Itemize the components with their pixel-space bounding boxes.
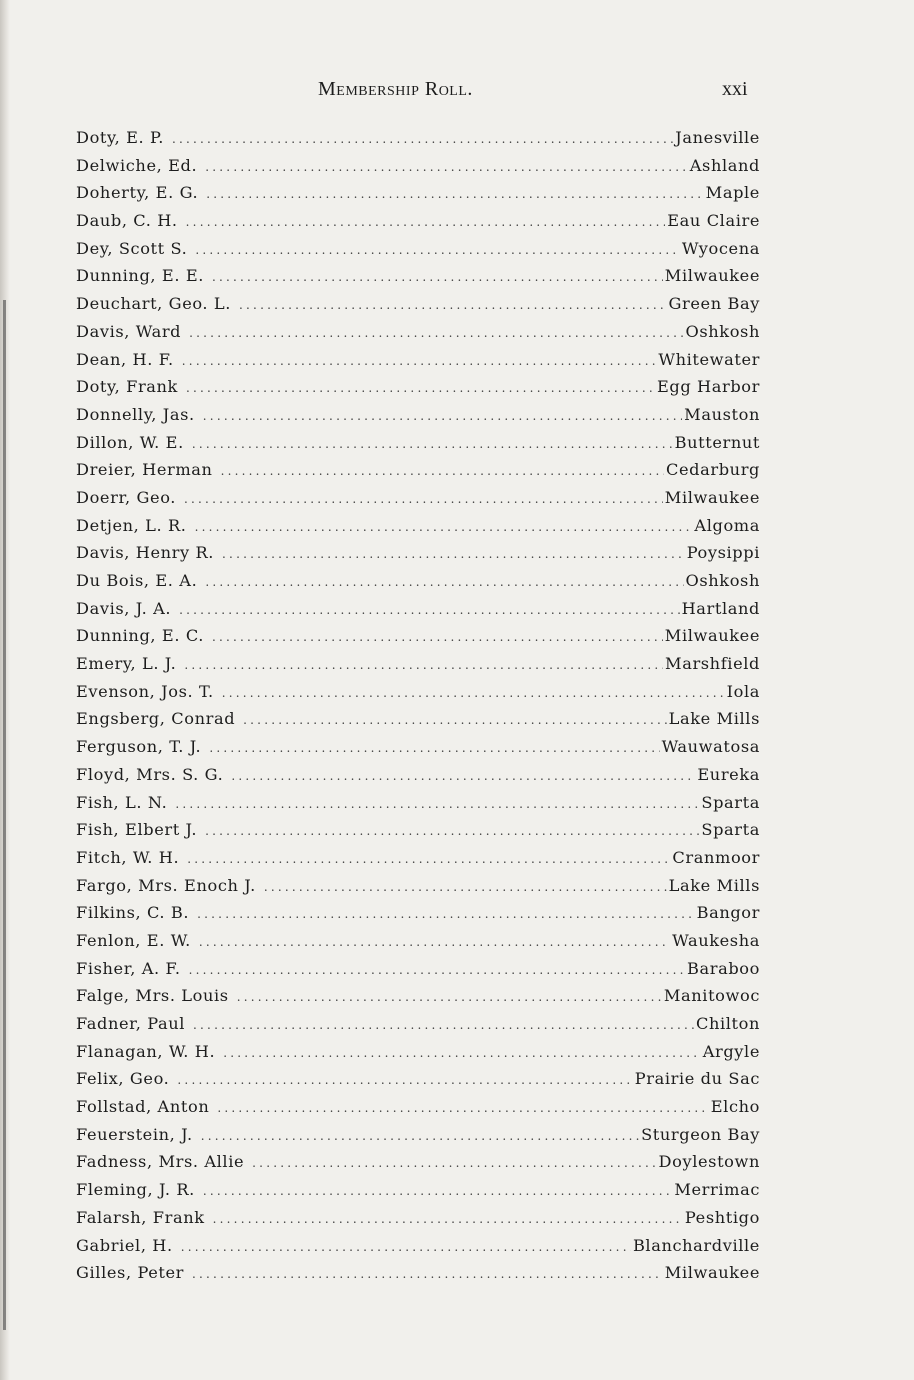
roll-entry bbox=[76, 266, 760, 294]
member-name: Davis, J. A. bbox=[76, 598, 172, 618]
roll-entry bbox=[76, 1180, 760, 1208]
member-name: Dean, H. F. bbox=[76, 349, 174, 369]
member-location: Cranmoor bbox=[672, 847, 760, 867]
roll-entry bbox=[76, 903, 760, 931]
member-name: Davis, Ward bbox=[76, 321, 182, 341]
member-location: Iola bbox=[726, 681, 760, 701]
member-name: Du Bois, E. A. bbox=[76, 571, 198, 590]
member-name: Doerr, Geo. bbox=[76, 487, 177, 507]
member-name: Evenson, Jos. T. bbox=[76, 681, 214, 701]
roll-entry bbox=[76, 211, 760, 239]
roll-entry bbox=[76, 488, 760, 516]
dot-leader bbox=[193, 1018, 694, 1032]
member-name: Deuchart, Geo. L. bbox=[76, 294, 232, 314]
member-location: Milwaukee bbox=[664, 487, 760, 507]
binding-shadow bbox=[3, 300, 6, 1330]
roll-entry bbox=[76, 654, 760, 682]
roll-entry bbox=[76, 156, 760, 184]
member-location: Baraboo bbox=[687, 958, 760, 978]
member-location: Green Bay bbox=[668, 294, 760, 314]
member-name: Delwiche, Ed. bbox=[76, 155, 198, 175]
roll-entry bbox=[76, 1152, 760, 1180]
member-name: Dillon, W. E. bbox=[76, 432, 184, 452]
member-name: Fisher, A. F. bbox=[76, 958, 181, 978]
member-name: Fitch, W. H. bbox=[76, 847, 180, 867]
member-name: Gabriel, H. bbox=[76, 1235, 173, 1255]
member-location: Janesville bbox=[675, 128, 760, 147]
member-location: Egg Harbor bbox=[656, 377, 760, 397]
dot-leader bbox=[203, 409, 682, 423]
member-location: Cedarburg bbox=[665, 460, 760, 480]
member-location: Mauston bbox=[684, 404, 760, 424]
dot-leader bbox=[181, 1240, 631, 1254]
member-location: Butternut bbox=[674, 432, 760, 452]
dot-leader bbox=[264, 880, 667, 894]
dot-leader bbox=[175, 797, 699, 811]
member-name: Felix, Geo. bbox=[76, 1069, 170, 1089]
roll-entry bbox=[76, 1125, 760, 1153]
member-location: Lake Mills bbox=[668, 875, 760, 895]
member-name: Fish, L. N. bbox=[76, 792, 168, 812]
member-location: Whitewater bbox=[658, 349, 760, 369]
member-location: Sturgeon Bay bbox=[641, 1124, 760, 1144]
roll-entry bbox=[76, 350, 760, 378]
member-location: Oshkosh bbox=[685, 571, 760, 590]
roll-entry bbox=[76, 737, 760, 765]
dot-leader bbox=[212, 630, 663, 644]
dot-leader bbox=[186, 381, 655, 395]
roll-entry bbox=[76, 516, 760, 544]
roll-entry bbox=[76, 128, 760, 156]
dot-leader bbox=[209, 741, 659, 755]
roll-entry bbox=[76, 1014, 760, 1042]
member-name: Falge, Mrs. Louis bbox=[76, 986, 229, 1006]
member-name: Daub, C. H. bbox=[76, 211, 178, 231]
dot-leader bbox=[201, 1129, 639, 1143]
roll-entry bbox=[76, 543, 760, 571]
member-location: Oshkosh bbox=[685, 321, 760, 341]
roll-entry bbox=[76, 571, 760, 599]
dot-leader bbox=[184, 658, 663, 672]
page-number: xxi bbox=[722, 78, 748, 100]
member-name: Fargo, Mrs. Enoch J. bbox=[76, 875, 256, 895]
membership-roll-list bbox=[76, 128, 760, 1291]
dot-leader bbox=[223, 1046, 700, 1060]
member-name: Dunning, E. E. bbox=[76, 266, 204, 286]
roll-entry bbox=[76, 931, 760, 959]
roll-entry bbox=[76, 765, 760, 793]
member-name: Fenlon, E. W. bbox=[76, 930, 191, 950]
dot-leader bbox=[205, 575, 683, 589]
roll-entry bbox=[76, 377, 760, 405]
dot-leader bbox=[243, 713, 666, 727]
member-location: Milwaukee bbox=[664, 1263, 760, 1283]
roll-entry bbox=[76, 1042, 760, 1070]
member-location: Argyle bbox=[702, 1041, 760, 1061]
member-name: Dey, Scott S. bbox=[76, 238, 188, 258]
dot-leader bbox=[182, 354, 657, 368]
member-name: Dreier, Herman bbox=[76, 460, 213, 480]
dot-leader bbox=[237, 990, 662, 1004]
roll-entry bbox=[76, 405, 760, 433]
dot-leader bbox=[213, 1212, 683, 1226]
roll-entry bbox=[76, 820, 760, 848]
roll-entry bbox=[76, 1208, 760, 1236]
member-location: Manitowoc bbox=[663, 986, 760, 1006]
member-location: Hartland bbox=[681, 598, 760, 618]
roll-entry bbox=[76, 1236, 760, 1264]
member-name: Detjen, L. R. bbox=[76, 515, 187, 535]
member-name: Fadner, Paul bbox=[76, 1014, 186, 1033]
member-location: Lake Mills bbox=[668, 709, 760, 729]
roll-entry bbox=[76, 986, 760, 1014]
member-name: Engsberg, Conrad bbox=[76, 709, 236, 729]
dot-leader bbox=[172, 132, 673, 146]
member-name: Feuerstein, J. bbox=[76, 1124, 193, 1144]
member-location: Milwaukee bbox=[664, 626, 760, 646]
member-location: Maple bbox=[705, 183, 760, 203]
dot-leader bbox=[206, 187, 703, 201]
dot-leader bbox=[197, 907, 694, 921]
member-location: Eureka bbox=[697, 764, 760, 784]
member-name: Follstad, Anton bbox=[76, 1097, 210, 1117]
member-location: Waukesha bbox=[672, 930, 760, 950]
roll-entry bbox=[76, 322, 760, 350]
dot-leader bbox=[186, 215, 666, 229]
member-location: Elcho bbox=[710, 1097, 760, 1117]
member-name: Falarsh, Frank bbox=[76, 1207, 205, 1227]
dot-leader bbox=[217, 1101, 708, 1115]
member-name: Fleming, J. R. bbox=[76, 1180, 195, 1200]
member-location: Prairie du Sac bbox=[634, 1069, 760, 1089]
dot-leader bbox=[212, 270, 663, 284]
member-name: Donnelly, Jas. bbox=[76, 404, 195, 424]
dot-leader bbox=[221, 464, 664, 478]
member-name: Ferguson, T. J. bbox=[76, 737, 202, 757]
member-location: Chilton bbox=[695, 1014, 760, 1033]
dot-leader bbox=[179, 603, 679, 617]
member-name: Doty, Frank bbox=[76, 377, 178, 397]
member-location: Sparta bbox=[701, 792, 760, 812]
page-title: Membership Roll. bbox=[318, 78, 473, 100]
member-location: Sparta bbox=[701, 820, 760, 840]
dot-leader bbox=[239, 298, 666, 312]
member-location: Marshfield bbox=[665, 654, 760, 674]
roll-entry bbox=[76, 183, 760, 211]
dot-leader bbox=[252, 1156, 656, 1170]
member-location: Blanchardville bbox=[632, 1235, 760, 1255]
roll-entry bbox=[76, 793, 760, 821]
roll-entry bbox=[76, 682, 760, 710]
member-location: Ashland bbox=[689, 155, 760, 175]
member-location: Poysippi bbox=[686, 543, 760, 563]
dot-leader bbox=[177, 1073, 632, 1087]
dot-leader bbox=[189, 326, 683, 340]
member-name: Filkins, C. B. bbox=[76, 903, 190, 923]
roll-entry bbox=[76, 294, 760, 322]
member-name: Fadness, Mrs. Allie bbox=[76, 1152, 245, 1172]
member-location: Bangor bbox=[696, 903, 760, 923]
member-location: Eau Claire bbox=[667, 211, 760, 231]
dot-leader bbox=[192, 1267, 663, 1281]
member-name: Davis, Henry R. bbox=[76, 543, 215, 563]
member-name: Doty, E. P. bbox=[76, 128, 164, 147]
roll-entry bbox=[76, 433, 760, 461]
roll-entry bbox=[76, 959, 760, 987]
dot-leader bbox=[222, 686, 725, 700]
member-location: Wyocena bbox=[681, 238, 760, 258]
member-name: Emery, L. J. bbox=[76, 654, 177, 674]
member-name: Flanagan, W. H. bbox=[76, 1041, 216, 1061]
running-header bbox=[0, 78, 914, 102]
dot-leader bbox=[231, 769, 695, 783]
roll-entry bbox=[76, 848, 760, 876]
roll-entry bbox=[76, 239, 760, 267]
roll-entry bbox=[76, 876, 760, 904]
roll-entry bbox=[76, 460, 760, 488]
member-name: Gilles, Peter bbox=[76, 1263, 185, 1283]
dot-leader bbox=[203, 1184, 672, 1198]
dot-leader bbox=[184, 492, 663, 506]
member-location: Milwaukee bbox=[664, 266, 760, 286]
member-location: Merrimac bbox=[674, 1180, 760, 1200]
dot-leader bbox=[205, 824, 699, 838]
roll-entry bbox=[76, 626, 760, 654]
member-location: Peshtigo bbox=[684, 1207, 760, 1227]
dot-leader bbox=[205, 160, 687, 174]
roll-entry bbox=[76, 1263, 760, 1291]
dot-leader bbox=[222, 547, 685, 561]
member-name: Fish, Elbert J. bbox=[76, 820, 198, 840]
dot-leader bbox=[195, 520, 693, 534]
dot-leader bbox=[192, 437, 673, 451]
member-name: Floyd, Mrs. S. G. bbox=[76, 764, 224, 784]
member-location: Doylestown bbox=[658, 1152, 760, 1172]
roll-entry bbox=[76, 1069, 760, 1097]
roll-entry bbox=[76, 599, 760, 627]
dot-leader bbox=[199, 935, 670, 949]
member-name: Doherty, E. G. bbox=[76, 183, 199, 203]
dot-leader bbox=[189, 963, 685, 977]
dot-leader bbox=[187, 852, 670, 866]
member-location: Wauwatosa bbox=[661, 737, 760, 757]
member-name: Dunning, E. C. bbox=[76, 626, 204, 646]
roll-entry bbox=[76, 709, 760, 737]
member-location: Algoma bbox=[694, 515, 760, 535]
roll-entry bbox=[76, 1097, 760, 1125]
dot-leader bbox=[195, 243, 680, 257]
